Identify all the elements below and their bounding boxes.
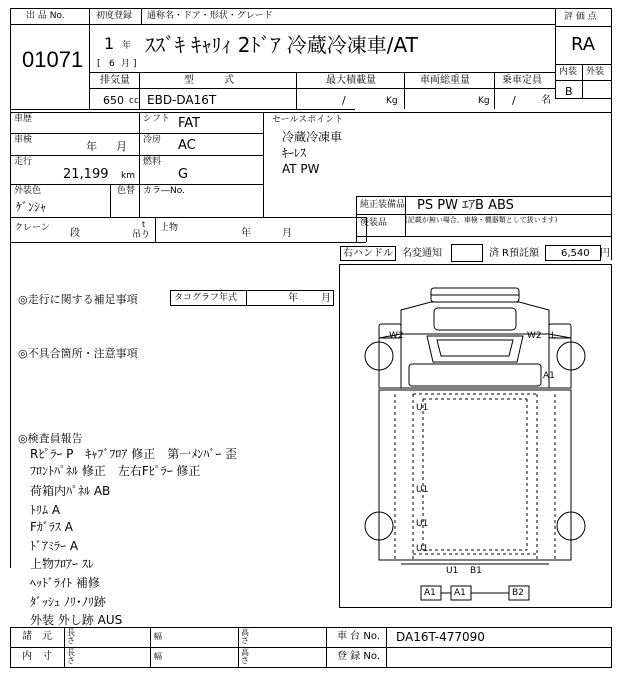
mark-u1-d: U1 [416,544,429,554]
cooling: AC [178,138,196,153]
upper-year-unit: 年 [241,228,251,239]
mark-a1-box-left: A1 [424,588,436,598]
lot-no-label: 出 品 No. [26,11,65,21]
model-type-label: 型 式 [184,75,234,86]
mark-u1-a: U1 [416,403,429,413]
capacity-unit: 名 [541,95,551,106]
dims-label: 諸 元 [22,631,52,642]
mileage: 21,199 [63,167,109,182]
defects-label: ◎不具合箇所・注意事項 [18,347,138,360]
chassis-no: DA16T-477090 [396,630,485,644]
truck-diagram [339,264,612,608]
lot-no: 01071 [22,47,84,72]
mark-l: L [551,331,557,341]
inspector-line-5: Fｶﾞﾗｽ A [30,520,73,534]
mark-w2-left: W2 [389,331,404,341]
kg-unit-1: Kg [386,96,398,106]
tachograph-label: タコグラフ年式 [174,293,238,303]
inspection-year-unit: 年 [86,140,97,153]
steering: 右ハンドル [343,248,393,259]
score-label: 評 価 点 [564,12,597,22]
gross-weight-label: 車両総重量 [420,75,470,86]
reg-label: 登 録 No. [337,651,380,662]
sales-point-3: AT PW [282,162,320,176]
capacity-label: 乗車定員 [502,75,542,86]
cooling-label: 冷房 [143,135,162,145]
supplement-label: ◎走行に関する補足事項 [18,293,138,306]
sales-point-2: ｷｰﾚｽ [282,146,307,160]
mileage-unit: km [121,171,135,181]
name-change-box [451,244,483,262]
score: RA [571,34,596,55]
aftermarket-note: (記載が無い場合、車検・機器類として扱います) [405,216,558,224]
mileage-label: 走行 [14,157,33,167]
height-label-2: 高さ [241,648,249,665]
month-open: [ [97,59,101,69]
month-close: ] [133,59,137,69]
height-label-1: 高さ [241,628,249,645]
genuine-equipment-label: 純正装備品 [360,200,406,210]
width-label-2: 幅 [154,652,162,661]
first-reg-month: 6 [109,59,115,69]
first-reg-year: 1 [104,34,115,53]
inspection-month-unit: 月 [116,140,127,153]
interior-label: 内装 [559,67,578,77]
mark-u1-c: U1 [416,519,429,529]
kg-unit-2: Kg [478,96,490,106]
displacement-unit: cc [129,96,139,106]
length-label-1: 長さ [67,628,75,645]
crane-label: クレーン [14,223,50,233]
inspector-line-7: 上物ﾌﾛｱｰ ｽﾚ [30,557,94,571]
shift-label: シフト [143,114,171,124]
yen-unit: 円 [600,248,610,259]
name-change-label: 名変通知 [402,248,442,259]
interior-score: B [565,85,573,98]
fuel-label: 燃料 [143,157,162,167]
tax-label: 済 [489,248,499,259]
month-unit: 月 [121,59,131,69]
inspector-line-8: ﾍｯﾄﾞﾗｲﾄ 補修 [30,576,100,590]
exterior-color-label: 外装色 [14,186,42,196]
color-change-label: 色替 [117,186,136,196]
length-label-2: 長さ [67,648,75,665]
inspector-line-6: ﾄﾞｱﾐﾗｰ A [30,539,79,553]
recycle-amount: 6,540 [561,248,590,259]
inspection-label: 車検 [14,135,33,145]
mark-a1-right: A1 [543,371,555,381]
chassis-label: 車 台 No. [337,631,380,642]
crane-step: 段 [70,228,80,239]
mark-w2-right: W2 [527,331,542,341]
fuel: G [178,167,189,182]
year-unit: 年 [122,41,132,51]
mark-u1-bottom: U1 [446,566,459,576]
mark-a1-box-mid: A1 [454,588,466,598]
color-no-label: カラ―No. [143,186,185,196]
capacity-slash: / [512,94,516,107]
width-label-1: 幅 [154,632,162,641]
inspector-line-10: 外装 外し跡 AUS [30,613,123,627]
history-label: 車歴 [14,114,33,124]
inspector-line-3: 荷箱内ﾊﾟﾈﾙ AB [30,484,111,498]
mark-b1-bottom: B1 [470,566,482,576]
displacement: 650 [103,94,124,107]
crane-t: t [142,220,146,229]
tacho-year-unit: 年 [288,293,298,304]
recycle-label: R預託額 [502,248,539,259]
model-desc-label: 通称名・ドア・形状・グレード [147,11,273,21]
car-name: ｽｽﾞｷ ｷｬﾘｨ 2ﾄﾞｱ 冷蔵冷凍車/AT [145,33,418,57]
mark-u1-b: U1 [416,485,429,495]
inspector-label: ◎検査員報告 [18,432,83,445]
interior-dims-label: 内 寸 [22,651,52,662]
shift: FAT [178,116,201,131]
inspector-line-9: ﾀﾞｯｼｭ ﾉﾘ･ﾉﾘ跡 [30,595,106,609]
first-reg-label: 初度登録 [96,11,133,21]
crane-hoist: 吊り [132,230,151,240]
genuine-equipment: PS PW ｴｱB ABS [417,198,514,213]
max-load-slash: / [342,94,346,107]
inspector-line-2: ﾌﾛﾝﾄﾊﾟﾈﾙ 修正 左右Fﾋﾟﾗｰ 修正 [30,464,201,478]
inspector-line-1: Rﾋﾟﾗｰ P ｷｬﾌﾞﾌﾛｱ 修正 第一ﾒﾝﾊﾞｰ 歪 [30,447,238,461]
sales-point-1: 冷蔵冷凍車 [282,130,343,144]
upper-label: 上物 [160,223,179,233]
tacho-month-unit: 月 [321,293,331,304]
mark-b2-box: B2 [512,588,524,598]
exterior-color: ｹﾞﾝｼｬ [16,200,47,214]
model-type: EBD-DA16T [147,93,217,107]
inspector-line-4: ﾄﾘﾑ A [30,503,61,517]
upper-month-unit: 月 [282,228,292,239]
max-load-label: 最大積載量 [326,75,376,86]
exterior-label: 外装 [586,67,605,77]
sales-points-label: セールスポイント [272,115,344,125]
aftermarket-label: 後装品 [360,218,388,228]
displacement-label: 排気量 [100,75,130,86]
